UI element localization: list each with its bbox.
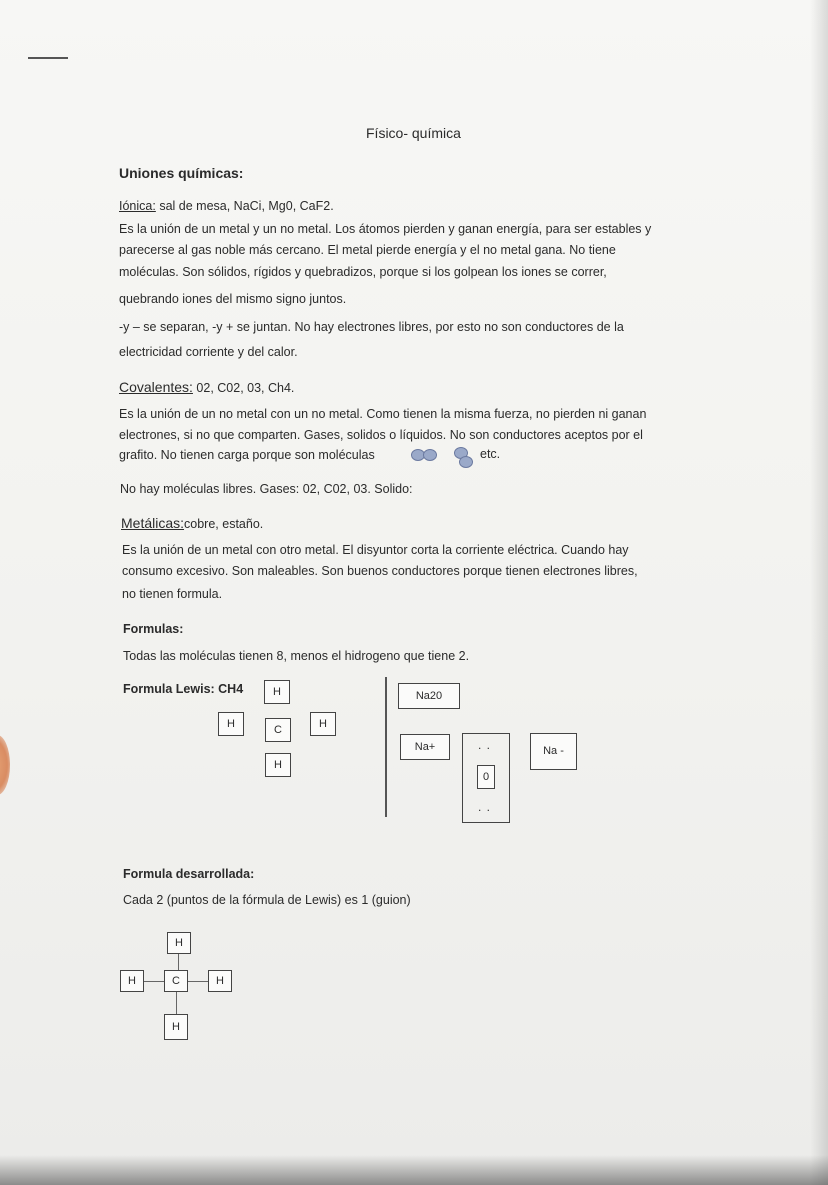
molecule-icon — [459, 456, 473, 468]
section-heading: Uniones químicas: — [119, 165, 244, 181]
dev-h-bottom: H — [164, 1014, 188, 1040]
ionica-p2-l2: electricidad corriente y del calor. — [119, 345, 298, 359]
na-plus-box: Na+ — [400, 734, 450, 760]
bond-line — [188, 981, 208, 982]
desarrollada-rule: Cada 2 (puntos de la fórmula de Lewis) es 1 (guion) — [123, 893, 411, 907]
metalicas-l3: no tienen formula. — [122, 587, 223, 601]
covalentes-etc: etc. — [480, 447, 501, 461]
page-shadow-bottom — [0, 1155, 828, 1185]
ionica-p1-l3: moléculas. Son sólidos, rígidos y quebradizos, porque si los golpean los iones se correr, — [119, 265, 607, 279]
covalentes-l3: grafito. No tienen carga porque son moléculas — [119, 448, 375, 462]
ionica-line — [119, 197, 334, 216]
dev-h-top: H — [167, 932, 191, 954]
lewis-h-left: H — [218, 712, 244, 736]
covalentes-label: Covalentes: — [119, 379, 193, 395]
formulas-rule: Todas las moléculas tienen 8, menos el hidrogeno que tiene 2. — [123, 649, 470, 663]
lewis-h-top: H — [264, 680, 290, 704]
molecule-icon — [423, 449, 437, 461]
lewis-c-center: C — [265, 718, 291, 742]
na-minus-box: Na - — [530, 733, 577, 770]
oxygen-box: 0 — [477, 765, 495, 789]
page-shadow-right — [810, 0, 828, 1185]
dev-h-left: H — [120, 970, 144, 992]
ionica-p1-l2: parecerse al gas noble más cercano. El metal pierde energía y el no metal gana. No tiene — [119, 243, 616, 257]
metalicas-label: Metálicas: — [121, 515, 185, 531]
covalentes-examples: 02, C02, 03, Ch4. — [196, 381, 295, 395]
lewis-h-bottom: H — [265, 753, 291, 777]
metalicas-l1: Es la unión de un metal con otro metal. El disyuntor corta la corriente eléctrica. Cuando hay — [122, 543, 629, 557]
dev-c-center: C — [164, 970, 188, 992]
divider-line — [385, 677, 387, 817]
ionica-label: Iónica: — [119, 199, 156, 213]
bond-line — [144, 981, 164, 982]
metalicas-line — [121, 514, 263, 534]
ionica-p1-l1: Es la unión de un metal y un no metal. Los átomos pierden y ganan energía, para ser estables y — [119, 222, 652, 236]
bond-line — [176, 992, 177, 1014]
finger-edge — [0, 735, 10, 795]
na2o-box: Na20 — [398, 683, 460, 709]
ionica-examples: sal de mesa, NaCi, Mg0, CaF2. — [159, 199, 334, 213]
pen-mark — [28, 57, 68, 59]
lewis-h-right: H — [310, 712, 336, 736]
ionica-p1-l4: quebrando iones del mismo signo juntos. — [119, 292, 347, 306]
electron-dots-top: . . — [478, 738, 492, 752]
covalentes-line — [119, 378, 294, 398]
ionica-p2-l1: -y – se separan, -y + se juntan. No hay electrones libres, por esto no son conductores de la — [119, 320, 624, 334]
dev-h-right: H — [208, 970, 232, 992]
desarrollada-label: Formula desarrollada: — [123, 867, 255, 881]
covalentes-l2: electrones, si no que comparten. Gases, solidos o líquidos. No son conductores aceptos por el — [119, 428, 643, 442]
covalentes-l1: Es la unión de un no metal con un no metal. Como tienen la misma fuerza, no pierden ni ganan — [119, 407, 647, 421]
metalicas-l2: consumo excesivo. Son maleables. Son buenos conductores porque tienen electrones libres, — [122, 564, 638, 578]
formulas-heading: Formulas: — [123, 622, 184, 636]
covalentes-line2: No hay moléculas libres. Gases: 02, C02, 03. Solido: — [120, 482, 413, 496]
metalicas-examples: cobre, estaño. — [184, 517, 264, 531]
page-title: Físico- química — [366, 125, 461, 141]
bond-line — [178, 954, 179, 970]
lewis-label: Formula Lewis: CH4 — [123, 682, 244, 696]
electron-dots-bottom: . . — [478, 800, 492, 814]
